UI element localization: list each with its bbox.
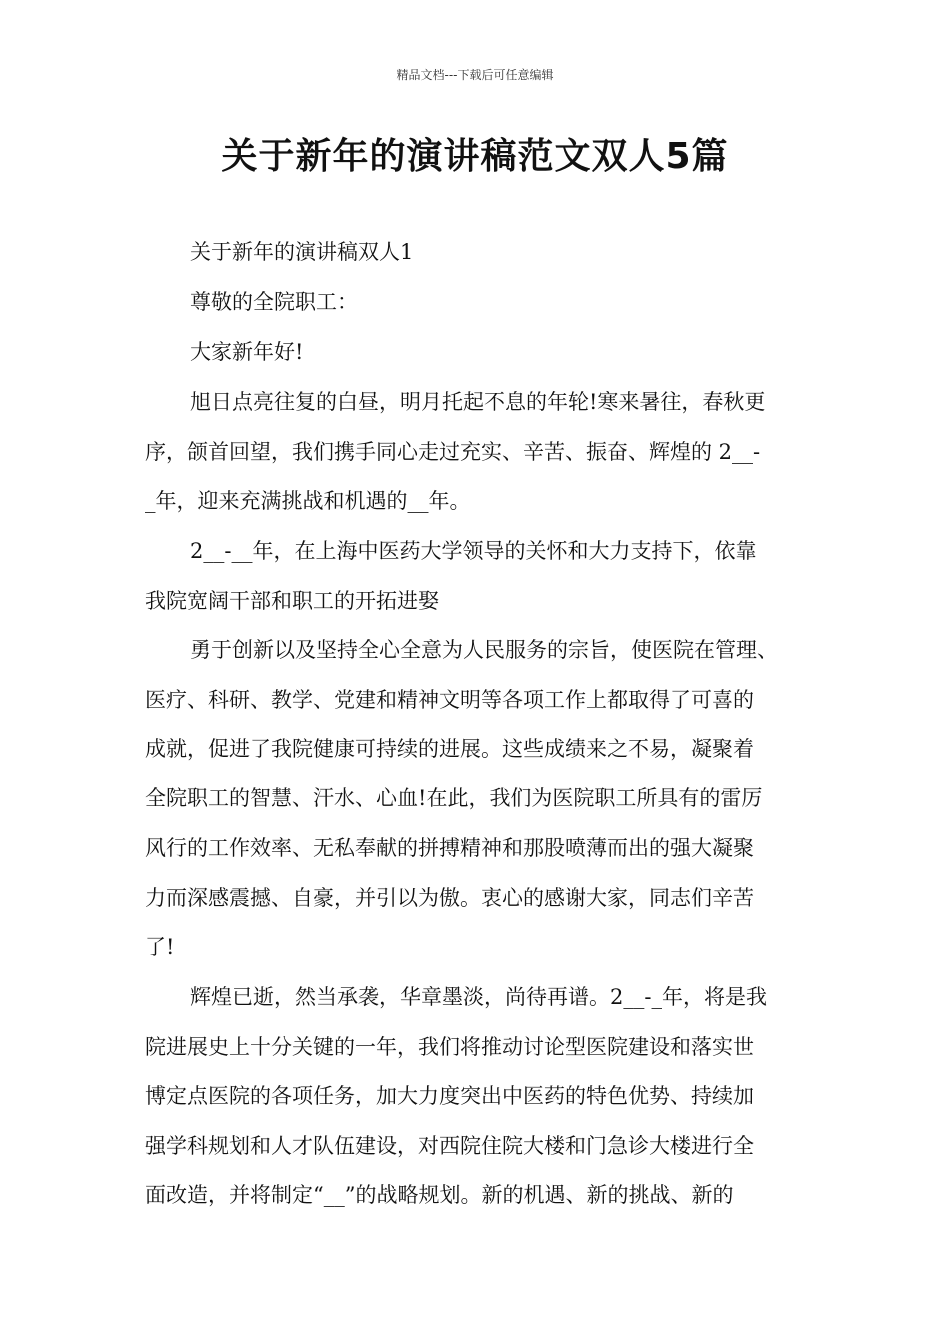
paragraph-line: 2__-__年，在上海中医药大学领导的关怀和大力支持下，依靠	[190, 539, 757, 563]
paragraph-line: 我院宽阔干部和职工的开拓进娶	[145, 589, 439, 613]
header-note: 精品文档---下载后可任意编辑	[396, 68, 554, 82]
paragraph-line: 强学科规划和人才队伍建设，对西院住院大楼和门急诊大楼进行全	[145, 1134, 754, 1158]
paragraph-line: 力而深感震撼、自豪，并引以为傲。衷心的感谢大家，同志们辛苦	[145, 886, 754, 910]
paragraph-line: 风行的工作效率、无私奉献的拼搏精神和那股喷薄而出的强大凝聚	[145, 836, 754, 860]
paragraph-line: 院进展史上十分关键的一年，我们将推动讨论型医院建设和落实世	[145, 1035, 754, 1059]
section-heading: 关于新年的演讲稿双人1	[190, 240, 414, 264]
document-title: 关于新年的演讲稿范文双人5篇	[221, 136, 729, 177]
paragraph-line: 序，颌首回望，我们携手同心走过充实、辛苦、振奋、辉煌的 2__-	[145, 440, 761, 464]
paragraph-line: 全院职工的智慧、汗水、心血!在此，我们为医院职工所具有的雷厉	[145, 786, 763, 810]
paragraph-line: 面改造，并将制定“__”的战略规划。新的机遇、新的挑战、新的	[145, 1183, 734, 1207]
paragraph-line: 旭日点亮往复的白昼，明月托起不息的年轮!寒来暑往，春秋更	[190, 390, 766, 414]
paragraph-line: 成就，促进了我院健康可持续的进展。这些成绩来之不易，凝聚着	[145, 737, 754, 761]
paragraph-line: 辉煌已逝，然当承袭，华章墨淡，尚待再谱。2__-_年，将是我	[190, 985, 767, 1009]
salutation: 尊敬的全院职工：	[190, 290, 358, 314]
paragraph-line: 医疗、科研、教学、党建和精神文明等各项工作上都取得了可喜的	[145, 688, 754, 712]
paragraph-line: _年，迎来充满挑战和机遇的__年。	[145, 489, 471, 513]
paragraph-line: 了!	[145, 935, 175, 959]
paragraph-line: 勇于创新以及坚持全心全意为人民服务的宗旨，使医院在管理、	[190, 638, 778, 662]
greeting: 大家新年好!	[190, 340, 304, 364]
paragraph-line: 博定点医院的各项任务，加大力度突出中医药的特色优势、持续加	[145, 1084, 754, 1108]
